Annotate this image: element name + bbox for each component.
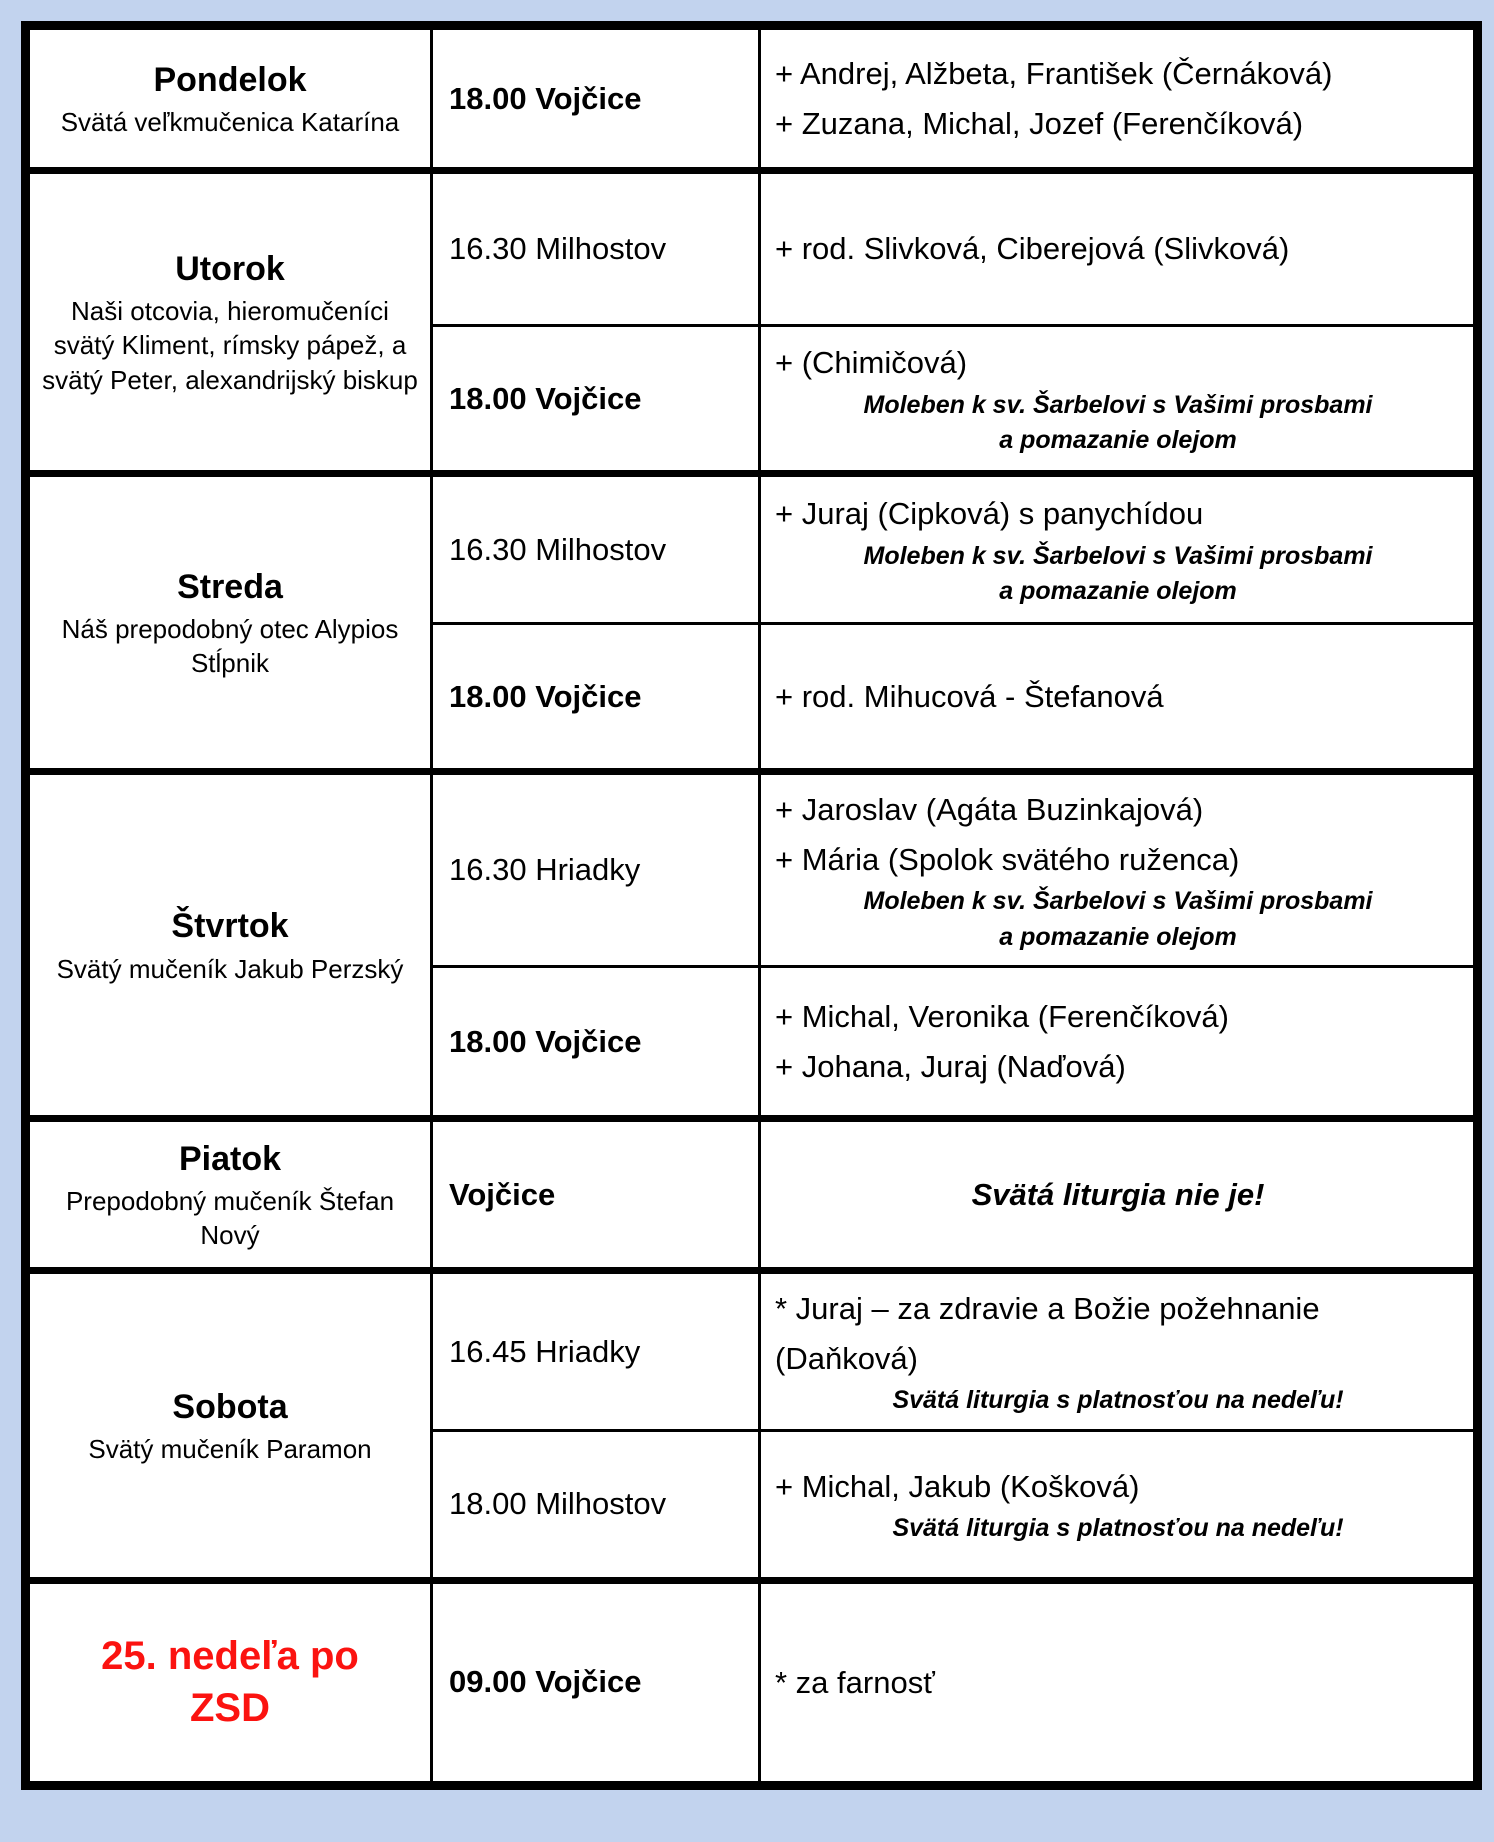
day-cell [26, 1271, 432, 1581]
intentions-cell [760, 171, 1478, 326]
intentions-cell [760, 967, 1478, 1119]
intention-line: + Michal, Veronika (Ferenčíková) [775, 999, 1229, 1035]
day-name: Sobota [172, 1387, 288, 1426]
moleben-note-line: Svätá liturgia s platnosťou na nedeľu! [892, 1514, 1344, 1543]
day-feast: Svätý mučeník Paramon [88, 1433, 372, 1464]
day-cell [26, 1119, 432, 1271]
time-place-cell: 16.45 Hriadky [432, 1271, 760, 1431]
intentions-cell [760, 26, 1478, 171]
moleben-note-line: a pomazanie olejom [999, 922, 1237, 951]
day-feast: Svätá veľkmučenica Katarína [60, 106, 400, 137]
day-feast: Náš prepodobný otec Alypios Stĺpnik [61, 613, 399, 679]
liturgical-schedule-table [21, 21, 1482, 1790]
no-liturgy-notice: Svätá liturgia nie je! [971, 1176, 1265, 1212]
intention-line: + (Chimičová) [775, 345, 968, 381]
moleben-note-line: Moleben k sv. Šarbelovi s Vašimi prosbami [863, 887, 1373, 916]
day-name: Piatok [178, 1139, 282, 1178]
intention-line: + Juraj (Cipková) s panychídou [775, 496, 1204, 532]
intentions-cell [760, 1271, 1478, 1431]
time-place-cell: 16.30 Hriadky [432, 772, 760, 967]
day-feast: Svätý mučeník Jakub Perzský [56, 953, 404, 984]
day-name: 25. nedeľa po ZSD [101, 1634, 359, 1731]
day-name: Pondelok [153, 60, 307, 99]
day-name: Utorok [175, 249, 285, 288]
day-cell [26, 474, 432, 772]
intentions-cell [760, 1580, 1478, 1785]
time-place-cell: 18.00 Milhostov [432, 1430, 760, 1580]
moleben-note-line: Moleben k sv. Šarbelovi s Vašimi prosbami [863, 541, 1373, 570]
moleben-note-line: a pomazanie olejom [999, 426, 1237, 455]
moleben-note-line: a pomazanie olejom [999, 577, 1237, 606]
intention-line: + Michal, Jakub (Košková) [775, 1468, 1140, 1504]
day-name: Štvrtok [171, 907, 289, 946]
intentions-cell [760, 1430, 1478, 1580]
day-cell [26, 772, 432, 1119]
intention-line: * za farnosť [775, 1664, 935, 1700]
intentions-cell [760, 474, 1478, 624]
day-row [26, 1119, 1478, 1271]
intentions-cell [760, 624, 1478, 772]
intention-line: + Zuzana, Michal, Jozef (Ferenčíková) [775, 105, 1304, 141]
intentions-cell [760, 772, 1478, 967]
intention-line: + Johana, Juraj (Naďová) [775, 1048, 1126, 1084]
day-cell [26, 1580, 432, 1785]
day-row [26, 1271, 1478, 1431]
day-row [26, 474, 1478, 624]
time-place-cell: 18.00 Vojčice [432, 624, 760, 772]
day-row [26, 171, 1478, 326]
time-place-cell: 09.00 Vojčice [432, 1580, 760, 1785]
day-cell [26, 26, 432, 171]
moleben-note-line: Svätá liturgia s platnosťou na nedeľu! [892, 1386, 1344, 1415]
intention-line: + rod. Mihucová - Štefanová [775, 678, 1164, 714]
moleben-note-line: Moleben k sv. Šarbelovi s Vašimi prosbami [863, 390, 1373, 419]
time-place-cell: 18.00 Vojčice [432, 967, 760, 1119]
day-feast: Naši otcovia, hieromučeníci svätý Kliment, rímsky pápež, a svätý Peter, alexandrijský biskup [42, 296, 418, 395]
time-place-cell: 16.30 Milhostov [432, 171, 760, 326]
time-place-cell: 18.00 Vojčice [432, 326, 760, 474]
time-place-cell: Vojčice [432, 1119, 760, 1271]
intention-line: + Mária (Spolok svätého ruženca) [775, 841, 1240, 877]
intention-line: + Andrej, Alžbeta, František (Černáková) [775, 55, 1333, 91]
day-row [26, 1580, 1478, 1785]
day-row [26, 772, 1478, 967]
intention-line: + rod. Slivková, Ciberejová (Slivková) [775, 231, 1290, 267]
intention-line: + Jaroslav (Agáta Buzinkajová) [775, 792, 1204, 827]
day-row [26, 26, 1478, 171]
intention-line: * Juraj – za zdravie a Božie požehnanie (Daňková) [775, 1291, 1320, 1376]
day-feast: Prepodobný mučeník Štefan Nový [65, 1185, 395, 1251]
intentions-cell [760, 1119, 1478, 1271]
day-cell [26, 171, 432, 474]
time-place-cell: 18.00 Vojčice [432, 26, 760, 171]
day-name: Streda [177, 567, 283, 606]
schedule-body [26, 26, 1478, 1786]
time-place-cell: 16.30 Milhostov [432, 474, 760, 624]
intentions-cell [760, 326, 1478, 474]
